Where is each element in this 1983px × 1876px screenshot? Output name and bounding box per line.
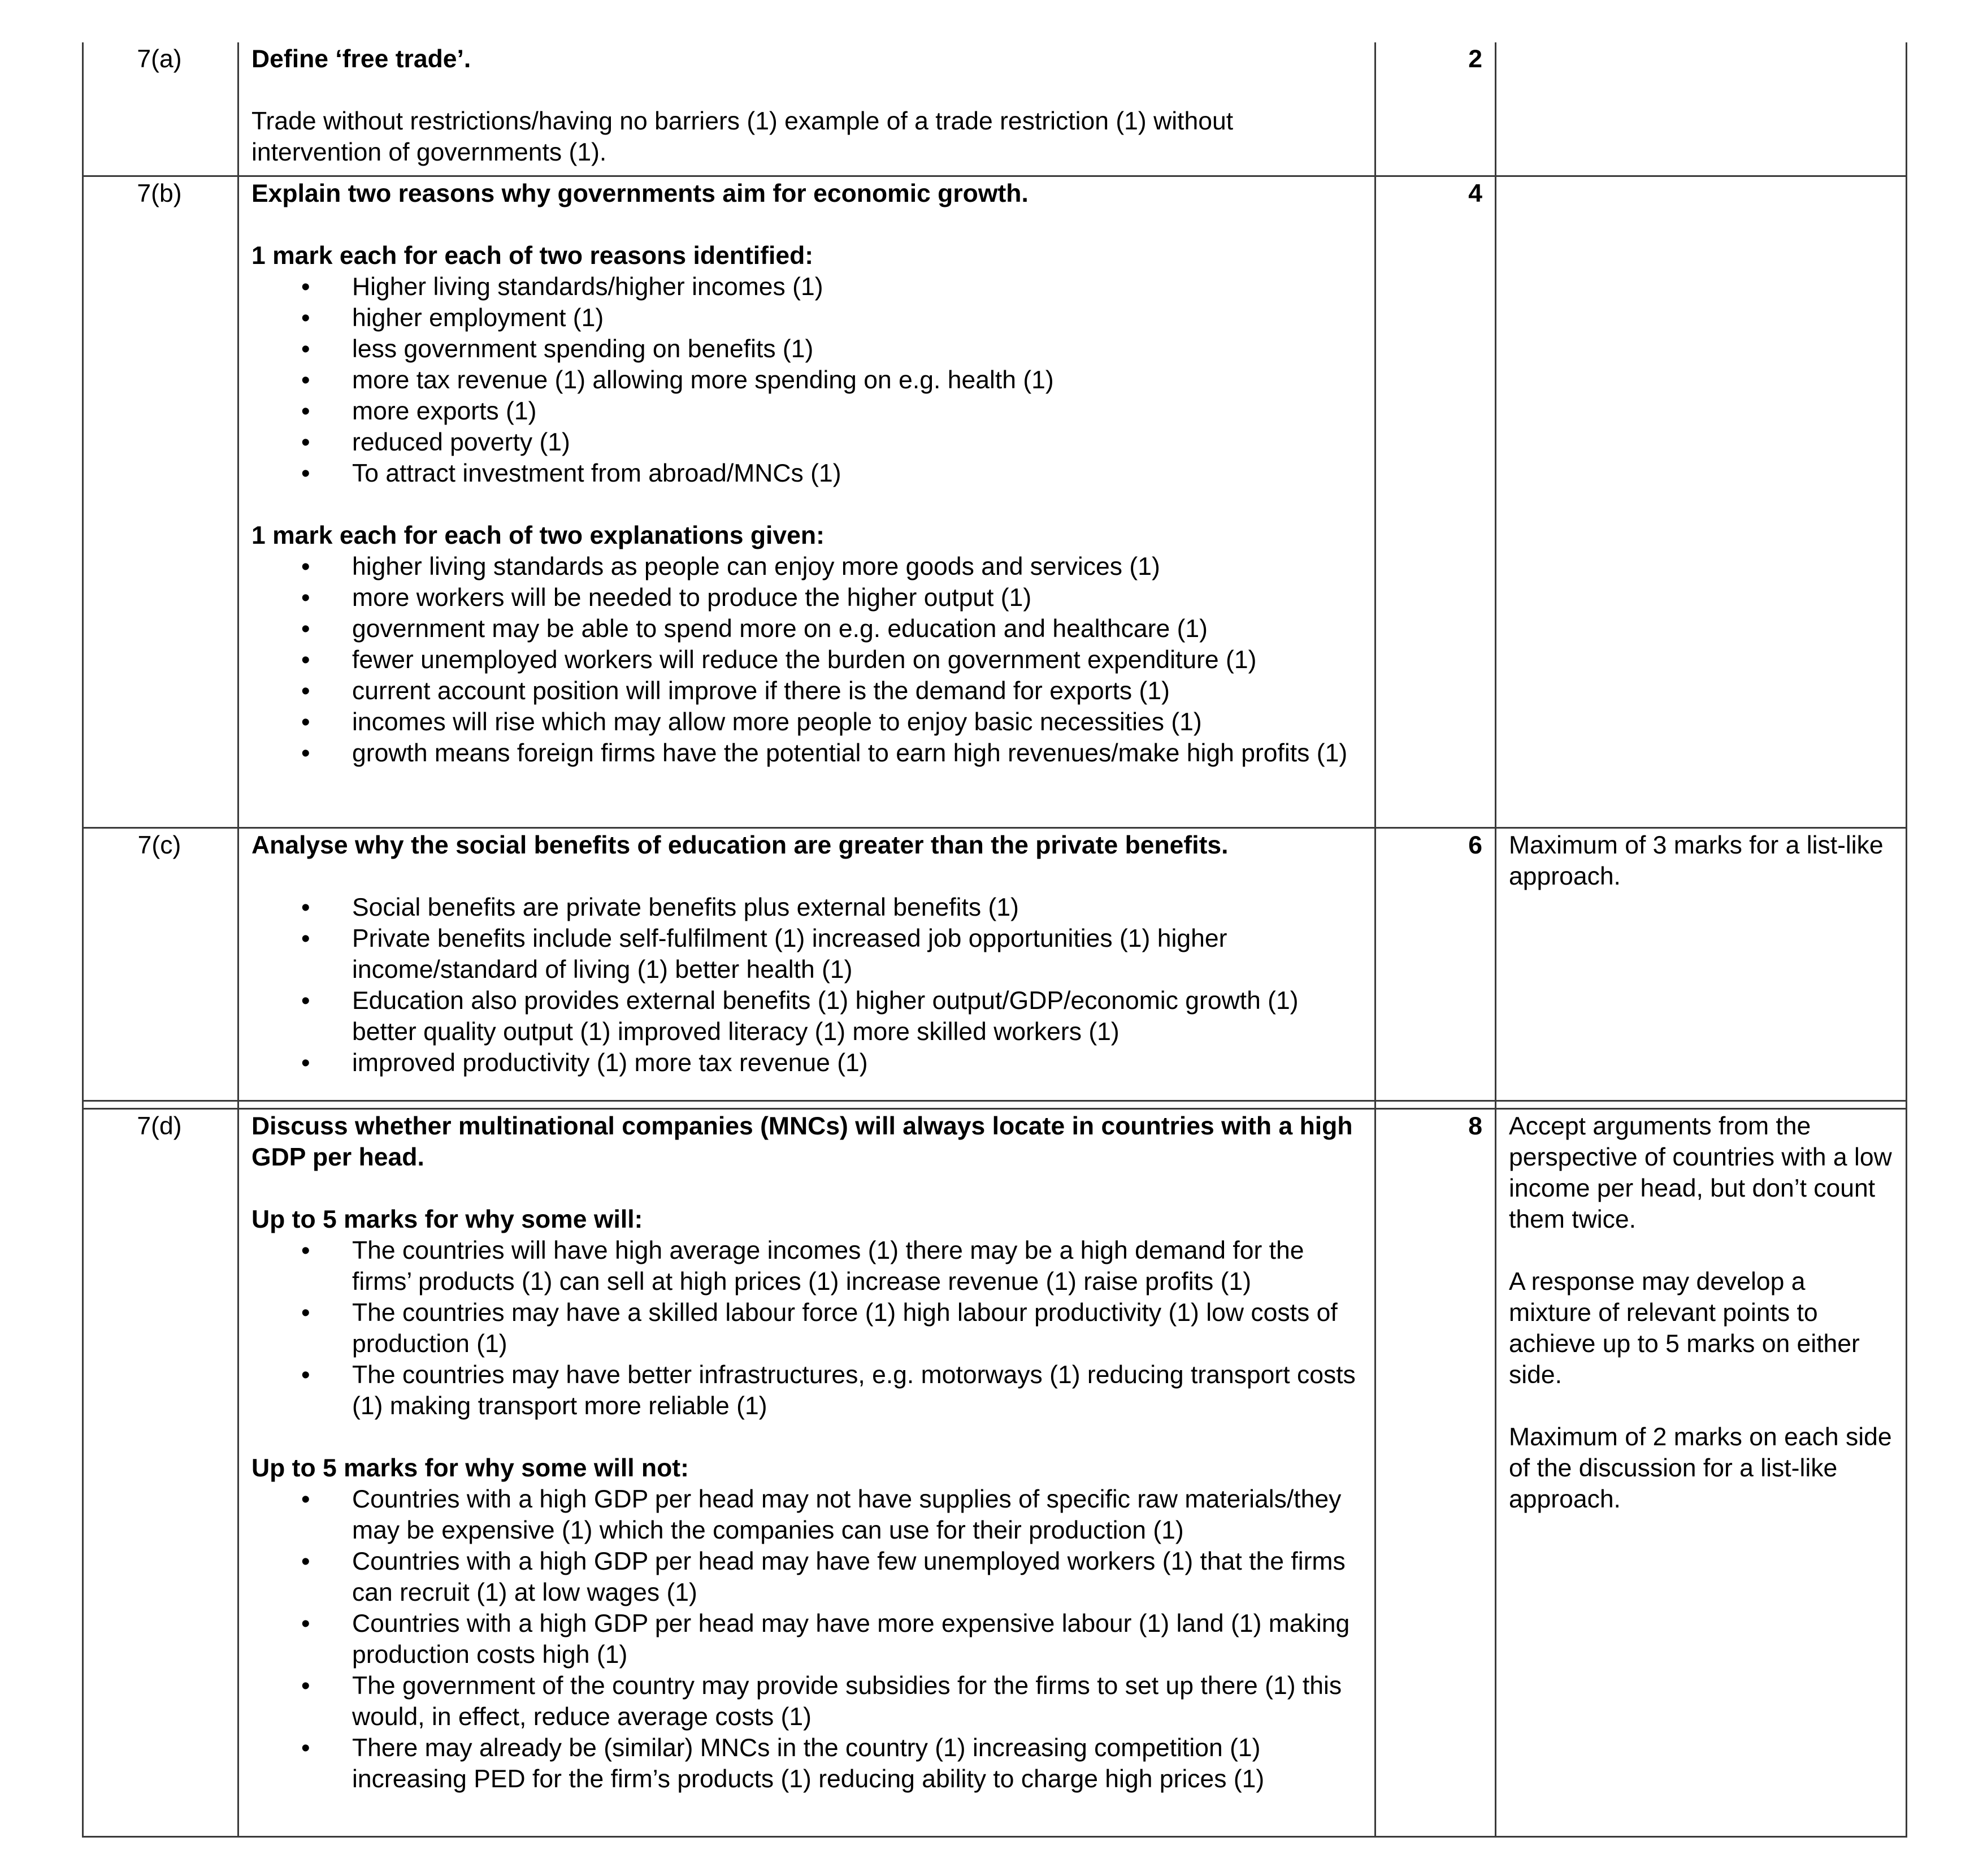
table-row-7d: [82, 1108, 1907, 1838]
marks-cell: 2: [1374, 42, 1495, 175]
list-item: • The countries will have high average incomes (1) there may be a high demand for the firms’ products (1) can sell at high prices (1) increase revenue (1) raise profits (1): [251, 1235, 1357, 1297]
list-item: • Countries with a high GDP per head may not have supplies of specific raw materials/they may be expensive (1) which the companies can use for their production (1): [251, 1484, 1357, 1546]
guidance-paragraph: Accept arguments from the perspective of countries with a low income per head, but don’t count them twice.: [1509, 1112, 1892, 1233]
table-row-7b: [82, 175, 1907, 827]
marks-cell: 4: [1374, 177, 1495, 827]
mark-scheme-table: [82, 42, 1907, 1838]
answer-text: Trade without restrictions/having no barriers (1) example of a trade restriction (1) without intervention of governments (1).: [251, 107, 1234, 166]
question-prompt: Analyse why the social benefits of education are greater than the private benefits.: [251, 831, 1229, 859]
list-item: • Education also provides external benefits (1) higher output/GDP/economic growth (1) better quality output (1) improved literacy (1) more skilled workers (1): [251, 985, 1357, 1047]
list-item: • government may be able to spend more on e.g. education and healthcare (1): [251, 613, 1357, 644]
bullet-list: [251, 892, 1357, 1078]
table-row-7c: [82, 827, 1907, 1100]
list-item: • There may already be (similar) MNCs in the country (1) increasing competition (1) increasing PED for the firm’s products (1) reducing ability to charge high prices (1): [251, 1732, 1357, 1795]
guidance-cell: Maximum of 3 marks for a list-like approach.: [1495, 829, 1907, 1100]
guidance-cell: [1495, 1110, 1907, 1836]
question-prompt: Discuss whether multinational companies (MNCs) will always locate in countries with a high GDP per head.: [251, 1112, 1353, 1171]
list-item: • higher employment (1): [251, 302, 1357, 333]
list-item: • The government of the country may provide subsidies for the firms to set up there (1) this would, in effect, reduce average costs (1): [251, 1670, 1357, 1732]
list-item: • Social benefits are private benefits plus external benefits (1): [251, 892, 1357, 923]
question-prompt: Define ‘free trade’.: [251, 45, 471, 73]
question-prompt: Explain two reasons why governments aim for economic growth.: [251, 180, 1029, 207]
list-item: • Countries with a high GDP per head may have few unemployed workers (1) that the firms can recruit (1) at low wages (1): [251, 1546, 1357, 1608]
list-item: • fewer unemployed workers will reduce the burden on government expenditure (1): [251, 644, 1357, 675]
bullet-list: [251, 271, 1357, 489]
list-item: • more exports (1): [251, 396, 1357, 427]
answer-cell: [237, 1110, 1374, 1836]
question-number: 7(c): [82, 829, 237, 1100]
list-item: • more workers will be needed to produce the higher output (1): [251, 582, 1357, 613]
row-separator: [82, 1100, 1907, 1108]
answer-cell: [237, 42, 1374, 175]
question-number: 7(b): [82, 177, 237, 827]
list-item: • To attract investment from abroad/MNCs (1): [251, 458, 1357, 489]
bullet-list: [251, 551, 1357, 769]
question-number: 7(a): [82, 42, 237, 175]
guidance-paragraph: Maximum of 2 marks on each side of the discussion for a list-like approach.: [1509, 1423, 1892, 1513]
list-item: • Private benefits include self-fulfilment (1) increased job opportunities (1) higher income/standard of living (1) better health (1): [251, 923, 1357, 985]
list-item: • Higher living standards/higher incomes (1): [251, 271, 1357, 302]
list-item: • current account position will improve if there is the demand for exports (1): [251, 675, 1357, 707]
list-item: • improved productivity (1) more tax revenue (1): [251, 1047, 1357, 1078]
section-heading: Up to 5 marks for why some will not:: [251, 1454, 689, 1482]
marks-cell: 6: [1374, 829, 1495, 1100]
guidance-cell: [1495, 177, 1907, 827]
guidance-paragraph: A response may develop a mixture of relevant points to achieve up to 5 marks on either side.: [1509, 1268, 1860, 1389]
section-heading: Up to 5 marks for why some will:: [251, 1206, 643, 1233]
list-item: • more tax revenue (1) allowing more spending on e.g. health (1): [251, 365, 1357, 396]
marks-cell: 8: [1374, 1110, 1495, 1836]
list-item: • reduced poverty (1): [251, 427, 1357, 458]
list-item: • growth means foreign firms have the potential to earn high revenues/make high profits (1): [251, 738, 1357, 769]
list-item: • less government spending on benefits (1): [251, 333, 1357, 365]
guidance-cell: [1495, 42, 1907, 175]
bullet-list: [251, 1484, 1357, 1795]
section-heading: 1 mark each for each of two explanations given:: [251, 522, 825, 549]
list-item: • incomes will rise which may allow more people to enjoy basic necessities (1): [251, 707, 1357, 738]
list-item: • The countries may have a skilled labour force (1) high labour productivity (1) low costs of production (1): [251, 1297, 1357, 1359]
list-item: • The countries may have better infrastructures, e.g. motorways (1) reducing transport costs (1) making transport more reliable (1): [251, 1359, 1357, 1422]
section-heading: 1 mark each for each of two reasons identified:: [251, 242, 814, 270]
question-number: 7(d): [82, 1110, 237, 1836]
answer-cell: [237, 177, 1374, 827]
list-item: • Countries with a high GDP per head may have more expensive labour (1) land (1) making production costs high (1): [251, 1608, 1357, 1670]
answer-cell: [237, 829, 1374, 1100]
table-row-7a: [82, 42, 1907, 175]
list-item: • higher living standards as people can enjoy more goods and services (1): [251, 551, 1357, 582]
bullet-list: [251, 1235, 1357, 1422]
